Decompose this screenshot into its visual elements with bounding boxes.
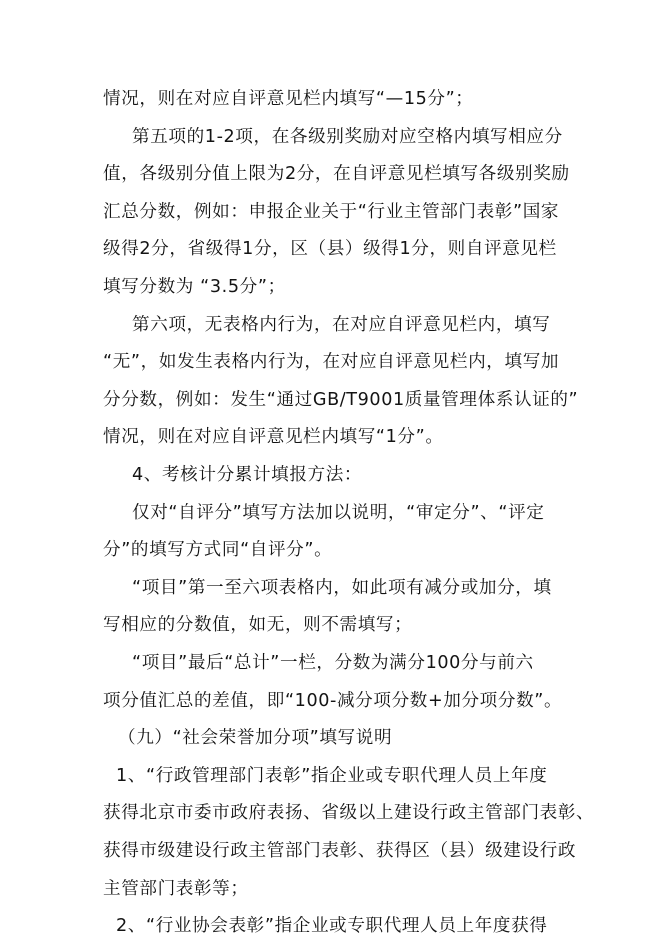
paragraph-line: “项目”第一至六项表格内，如此项有减分或加分，填 <box>132 578 552 598</box>
paragraph-line: 值，各级别分值上限为2分，在自评意见栏填写各级别奖励 <box>103 164 570 184</box>
paragraph-line: 项分值汇总的差值，即“100-减分项分数+加分项分数”。 <box>103 691 563 711</box>
paragraph-line: 第六项，无表格内行为，在对应自评意见栏内，填写 <box>132 315 551 335</box>
paragraph-line: 情况，则在对应自评意见栏内填写“—15分”； <box>103 89 474 109</box>
paragraph-line: “项目”最后“总计”一栏，分数为满分100分与前六 <box>132 653 534 673</box>
paragraph-line: 填写分数为 “3.5分”； <box>103 277 286 297</box>
paragraph-line: 2、“行业协会表彰”指企业或专职代理人员上年度获得 <box>116 916 548 936</box>
paragraph-line: 分”的填写方式同“自评分”。 <box>103 540 333 560</box>
paragraph-line: 主管部门表彰等； <box>103 879 249 899</box>
paragraph-line: 1、“行政管理部门表彰”指企业或专职代理人员上年度 <box>116 766 548 786</box>
section-heading: 4、考核计分累计填报方法： <box>132 465 363 485</box>
paragraph-line: 情况，则在对应自评意见栏内填写“1分”。 <box>103 427 444 447</box>
paragraph-line: 获得市级建设行政主管部门表彰、获得区（县）级建设行政 <box>103 841 577 861</box>
paragraph-line: 分分数，例如：发生“通过GB/T9001质量管理体系认证的” <box>103 390 579 410</box>
paragraph-line: 获得北京市委市政府表扬、省级以上建设行政主管部门表彰、 <box>103 803 595 823</box>
paragraph-line: 第五项的1-2项，在各级别奖励对应空格内填写相应分 <box>132 127 563 147</box>
paragraph-line: “无”，如发生表格内行为，在对应自评意见栏内，填写加 <box>103 352 560 372</box>
section-heading: （九）“社会荣誉加分项”填写说明 <box>118 728 393 748</box>
paragraph-line: 仅对“自评分”填写方法加以说明，“审定分”、“评定 <box>132 503 545 523</box>
paragraph-line: 写相应的分数值，如无，则不需填写； <box>103 615 413 635</box>
paragraph-line: 汇总分数，例如：申报企业关于“行业主管部门表彰”国家 <box>103 202 560 222</box>
paragraph-line: 级得2分，省级得1分，区（县）级得1分，则自评意见栏 <box>103 239 557 259</box>
